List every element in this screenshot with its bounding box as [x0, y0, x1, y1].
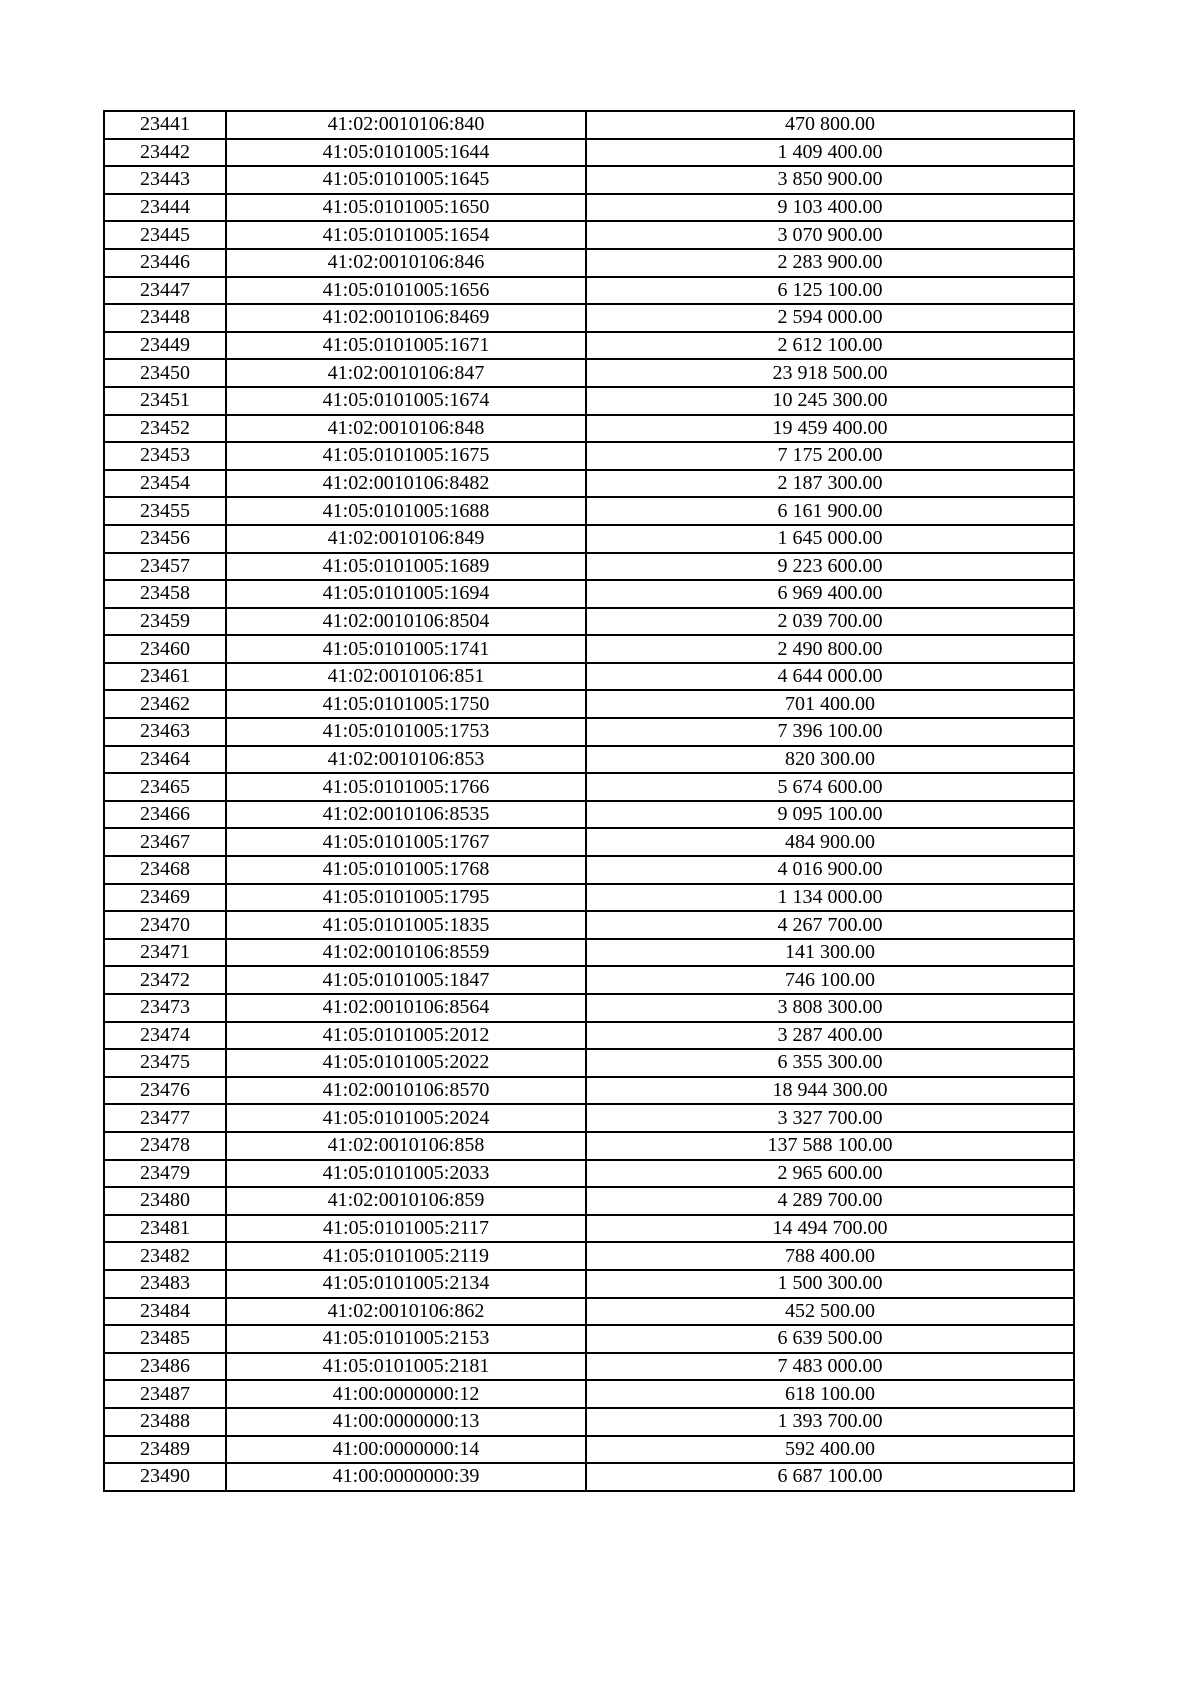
- cadastral-value-cell: 3 808 300.00: [586, 994, 1074, 1022]
- table-row: [104, 1160, 1074, 1188]
- table-row: [104, 415, 1074, 443]
- cadastral-value-cell: 7 396 100.00: [586, 718, 1074, 746]
- cadastral-value-cell: 7 175 200.00: [586, 442, 1074, 470]
- cadastral-value-cell: 6 161 900.00: [586, 497, 1074, 525]
- row-number-cell: 23478: [104, 1132, 226, 1160]
- table-row: [104, 277, 1074, 305]
- cadastral-number-cell: 41:00:0000000:12: [226, 1380, 586, 1408]
- table-row: [104, 194, 1074, 222]
- cadastral-value-cell: 3 850 900.00: [586, 166, 1074, 194]
- row-number-cell: 23451: [104, 387, 226, 415]
- row-number-cell: 23455: [104, 497, 226, 525]
- table-row: [104, 1463, 1074, 1491]
- cadastral-value-cell: 4 016 900.00: [586, 856, 1074, 884]
- table-row: [104, 525, 1074, 553]
- cadastral-number-cell: 41:05:0101005:2181: [226, 1353, 586, 1381]
- cadastral-value-cell: 484 900.00: [586, 828, 1074, 856]
- cadastral-number-cell: 41:02:0010106:851: [226, 663, 586, 691]
- table-row: [104, 1408, 1074, 1436]
- table-row: [104, 139, 1074, 167]
- row-number-cell: 23442: [104, 139, 226, 167]
- table-row: [104, 690, 1074, 718]
- table-row: [104, 580, 1074, 608]
- row-number-cell: 23462: [104, 690, 226, 718]
- row-number-cell: 23464: [104, 746, 226, 774]
- cadastral-value-cell: 592 400.00: [586, 1436, 1074, 1464]
- row-number-cell: 23469: [104, 884, 226, 912]
- table-row: [104, 1022, 1074, 1050]
- cadastral-value-cell: 788 400.00: [586, 1242, 1074, 1270]
- cadastral-value-cell: 6 125 100.00: [586, 277, 1074, 305]
- table-row: [104, 994, 1074, 1022]
- table-row: [104, 1436, 1074, 1464]
- cadastral-number-cell: 41:05:0101005:1688: [226, 497, 586, 525]
- cadastral-value-cell: 2 490 800.00: [586, 635, 1074, 663]
- row-number-cell: 23460: [104, 635, 226, 663]
- cadastral-value-cell: 7 483 000.00: [586, 1353, 1074, 1381]
- table-row: [104, 1132, 1074, 1160]
- cadastral-value-cell: 1 409 400.00: [586, 139, 1074, 167]
- cadastral-number-cell: 41:05:0101005:1753: [226, 718, 586, 746]
- row-number-cell: 23473: [104, 994, 226, 1022]
- row-number-cell: 23457: [104, 553, 226, 581]
- row-number-cell: 23483: [104, 1270, 226, 1298]
- table-row: [104, 1215, 1074, 1243]
- cadastral-number-cell: 41:00:0000000:14: [226, 1436, 586, 1464]
- row-number-cell: 23458: [104, 580, 226, 608]
- cadastral-value-cell: 23 918 500.00: [586, 359, 1074, 387]
- cadastral-number-cell: 41:05:0101005:1671: [226, 332, 586, 360]
- table-row: [104, 939, 1074, 967]
- table-row: [104, 332, 1074, 360]
- row-number-cell: 23472: [104, 966, 226, 994]
- row-number-cell: 23453: [104, 442, 226, 470]
- cadastral-number-cell: 41:02:0010106:848: [226, 415, 586, 443]
- row-number-cell: 23488: [104, 1408, 226, 1436]
- table-row: [104, 884, 1074, 912]
- cadastral-value-cell: 18 944 300.00: [586, 1077, 1074, 1105]
- cadastral-number-cell: 41:02:0010106:858: [226, 1132, 586, 1160]
- cadastral-number-cell: 41:02:0010106:8469: [226, 304, 586, 332]
- cadastral-value-cell: 701 400.00: [586, 690, 1074, 718]
- cadastral-number-cell: 41:05:0101005:1644: [226, 139, 586, 167]
- row-number-cell: 23467: [104, 828, 226, 856]
- cadastral-number-cell: 41:05:0101005:1674: [226, 387, 586, 415]
- cadastral-number-cell: 41:02:0010106:8564: [226, 994, 586, 1022]
- table-row: [104, 966, 1074, 994]
- table-row: [104, 911, 1074, 939]
- table-row: [104, 608, 1074, 636]
- row-number-cell: 23456: [104, 525, 226, 553]
- row-number-cell: 23482: [104, 1242, 226, 1270]
- cadastral-value-cell: 746 100.00: [586, 966, 1074, 994]
- cadastral-number-cell: 41:05:0101005:1650: [226, 194, 586, 222]
- cadastral-value-cell: 9 103 400.00: [586, 194, 1074, 222]
- table-row: [104, 801, 1074, 829]
- cadastral-number-cell: 41:05:0101005:2153: [226, 1325, 586, 1353]
- cadastral-value-cell: 10 245 300.00: [586, 387, 1074, 415]
- cadastral-value-cell: 2 594 000.00: [586, 304, 1074, 332]
- table-row: [104, 1077, 1074, 1105]
- row-number-cell: 23449: [104, 332, 226, 360]
- table-row: [104, 1270, 1074, 1298]
- table-row: [104, 1298, 1074, 1326]
- cadastral-value-cell: 3 287 400.00: [586, 1022, 1074, 1050]
- cadastral-number-cell: 41:02:0010106:8570: [226, 1077, 586, 1105]
- row-number-cell: 23474: [104, 1022, 226, 1050]
- row-number-cell: 23450: [104, 359, 226, 387]
- cadastral-number-cell: 41:02:0010106:859: [226, 1187, 586, 1215]
- cadastral-value-cell: 3 070 900.00: [586, 221, 1074, 249]
- row-number-cell: 23461: [104, 663, 226, 691]
- row-number-cell: 23441: [104, 111, 226, 139]
- cadastral-value-cell: 1 500 300.00: [586, 1270, 1074, 1298]
- cadastral-value-cell: 2 965 600.00: [586, 1160, 1074, 1188]
- cadastral-value-cell: 6 969 400.00: [586, 580, 1074, 608]
- row-number-cell: 23481: [104, 1215, 226, 1243]
- row-number-cell: 23459: [104, 608, 226, 636]
- table-row: [104, 1380, 1074, 1408]
- table-row: [104, 166, 1074, 194]
- cadastral-number-cell: 41:05:0101005:1689: [226, 553, 586, 581]
- row-number-cell: 23446: [104, 249, 226, 277]
- table-row: [104, 718, 1074, 746]
- row-number-cell: 23448: [104, 304, 226, 332]
- cadastral-value-cell: 137 588 100.00: [586, 1132, 1074, 1160]
- cadastral-number-cell: 41:05:0101005:1694: [226, 580, 586, 608]
- row-number-cell: 23470: [104, 911, 226, 939]
- cadastral-number-cell: 41:05:0101005:2119: [226, 1242, 586, 1270]
- cadastral-value-cell: 6 639 500.00: [586, 1325, 1074, 1353]
- cadastral-number-cell: 41:05:0101005:1768: [226, 856, 586, 884]
- cadastral-number-cell: 41:05:0101005:1767: [226, 828, 586, 856]
- table-row: [104, 304, 1074, 332]
- cadastral-value-cell: 470 800.00: [586, 111, 1074, 139]
- cadastral-value-cell: 2 283 900.00: [586, 249, 1074, 277]
- cadastral-value-cell: 820 300.00: [586, 746, 1074, 774]
- cadastral-number-cell: 41:02:0010106:847: [226, 359, 586, 387]
- cadastral-value-cell: 452 500.00: [586, 1298, 1074, 1326]
- cadastral-number-cell: 41:05:0101005:1675: [226, 442, 586, 470]
- table-row: [104, 221, 1074, 249]
- table-row: [104, 442, 1074, 470]
- cadastral-value-cell: 141 300.00: [586, 939, 1074, 967]
- row-number-cell: 23489: [104, 1436, 226, 1464]
- cadastral-value-cell: 6 687 100.00: [586, 1463, 1074, 1491]
- cadastral-number-cell: 41:05:0101005:1766: [226, 773, 586, 801]
- cadastral-value-cell: 1 134 000.00: [586, 884, 1074, 912]
- cadastral-value-table: [103, 110, 1075, 1492]
- cadastral-number-cell: 41:05:0101005:1656: [226, 277, 586, 305]
- cadastral-number-cell: 41:05:0101005:2117: [226, 1215, 586, 1243]
- row-number-cell: 23445: [104, 221, 226, 249]
- cadastral-number-cell: 41:02:0010106:853: [226, 746, 586, 774]
- row-number-cell: 23465: [104, 773, 226, 801]
- cadastral-number-cell: 41:02:0010106:8504: [226, 608, 586, 636]
- row-number-cell: 23466: [104, 801, 226, 829]
- cadastral-number-cell: 41:05:0101005:1654: [226, 221, 586, 249]
- cadastral-value-cell: 4 644 000.00: [586, 663, 1074, 691]
- row-number-cell: 23490: [104, 1463, 226, 1491]
- cadastral-value-cell: 19 459 400.00: [586, 415, 1074, 443]
- cadastral-number-cell: 41:05:0101005:1645: [226, 166, 586, 194]
- cadastral-number-cell: 41:02:0010106:8482: [226, 470, 586, 498]
- row-number-cell: 23444: [104, 194, 226, 222]
- cadastral-value-cell: 1 393 700.00: [586, 1408, 1074, 1436]
- table-row: [104, 497, 1074, 525]
- cadastral-number-cell: 41:05:0101005:2022: [226, 1049, 586, 1077]
- cadastral-value-cell: 2 039 700.00: [586, 608, 1074, 636]
- row-number-cell: 23485: [104, 1325, 226, 1353]
- cadastral-number-cell: 41:02:0010106:849: [226, 525, 586, 553]
- cadastral-number-cell: 41:05:0101005:1835: [226, 911, 586, 939]
- cadastral-number-cell: 41:00:0000000:13: [226, 1408, 586, 1436]
- row-number-cell: 23484: [104, 1298, 226, 1326]
- cadastral-number-cell: 41:05:0101005:2024: [226, 1104, 586, 1132]
- cadastral-number-cell: 41:02:0010106:8535: [226, 801, 586, 829]
- row-number-cell: 23480: [104, 1187, 226, 1215]
- cadastral-value-cell: 2 187 300.00: [586, 470, 1074, 498]
- cadastral-number-cell: 41:05:0101005:1795: [226, 884, 586, 912]
- table-row: [104, 773, 1074, 801]
- table-row: [104, 249, 1074, 277]
- table-row: [104, 1104, 1074, 1132]
- row-number-cell: 23475: [104, 1049, 226, 1077]
- row-number-cell: 23487: [104, 1380, 226, 1408]
- table-row: [104, 746, 1074, 774]
- cadastral-value-cell: 1 645 000.00: [586, 525, 1074, 553]
- table-body: [104, 111, 1074, 1491]
- row-number-cell: 23471: [104, 939, 226, 967]
- row-number-cell: 23486: [104, 1353, 226, 1381]
- cadastral-value-cell: 3 327 700.00: [586, 1104, 1074, 1132]
- table-row: [104, 470, 1074, 498]
- table-row: [104, 1187, 1074, 1215]
- cadastral-value-cell: 4 289 700.00: [586, 1187, 1074, 1215]
- table-row: [104, 856, 1074, 884]
- cadastral-value-cell: 9 223 600.00: [586, 553, 1074, 581]
- cadastral-number-cell: 41:02:0010106:840: [226, 111, 586, 139]
- cadastral-number-cell: 41:02:0010106:862: [226, 1298, 586, 1326]
- table-row: [104, 828, 1074, 856]
- row-number-cell: 23477: [104, 1104, 226, 1132]
- table-row: [104, 1353, 1074, 1381]
- cadastral-number-cell: 41:02:0010106:846: [226, 249, 586, 277]
- cadastral-number-cell: 41:05:0101005:2033: [226, 1160, 586, 1188]
- cadastral-value-cell: 2 612 100.00: [586, 332, 1074, 360]
- cadastral-value-cell: 6 355 300.00: [586, 1049, 1074, 1077]
- cadastral-number-cell: 41:05:0101005:1750: [226, 690, 586, 718]
- table-row: [104, 663, 1074, 691]
- table-row: [104, 111, 1074, 139]
- cadastral-number-cell: 41:00:0000000:39: [226, 1463, 586, 1491]
- cadastral-number-cell: 41:05:0101005:1847: [226, 966, 586, 994]
- row-number-cell: 23468: [104, 856, 226, 884]
- table-row: [104, 1325, 1074, 1353]
- row-number-cell: 23447: [104, 277, 226, 305]
- table-row: [104, 553, 1074, 581]
- row-number-cell: 23476: [104, 1077, 226, 1105]
- row-number-cell: 23454: [104, 470, 226, 498]
- cadastral-value-cell: 9 095 100.00: [586, 801, 1074, 829]
- cadastral-number-cell: 41:05:0101005:1741: [226, 635, 586, 663]
- table-row: [104, 635, 1074, 663]
- row-number-cell: 23479: [104, 1160, 226, 1188]
- table-row: [104, 387, 1074, 415]
- cadastral-value-cell: 4 267 700.00: [586, 911, 1074, 939]
- cadastral-value-cell: 618 100.00: [586, 1380, 1074, 1408]
- cadastral-value-cell: 14 494 700.00: [586, 1215, 1074, 1243]
- cadastral-number-cell: 41:05:0101005:2134: [226, 1270, 586, 1298]
- table-row: [104, 1049, 1074, 1077]
- row-number-cell: 23463: [104, 718, 226, 746]
- table-row: [104, 1242, 1074, 1270]
- cadastral-number-cell: 41:05:0101005:2012: [226, 1022, 586, 1050]
- row-number-cell: 23443: [104, 166, 226, 194]
- cadastral-value-cell: 5 674 600.00: [586, 773, 1074, 801]
- row-number-cell: 23452: [104, 415, 226, 443]
- table-row: [104, 359, 1074, 387]
- cadastral-number-cell: 41:02:0010106:8559: [226, 939, 586, 967]
